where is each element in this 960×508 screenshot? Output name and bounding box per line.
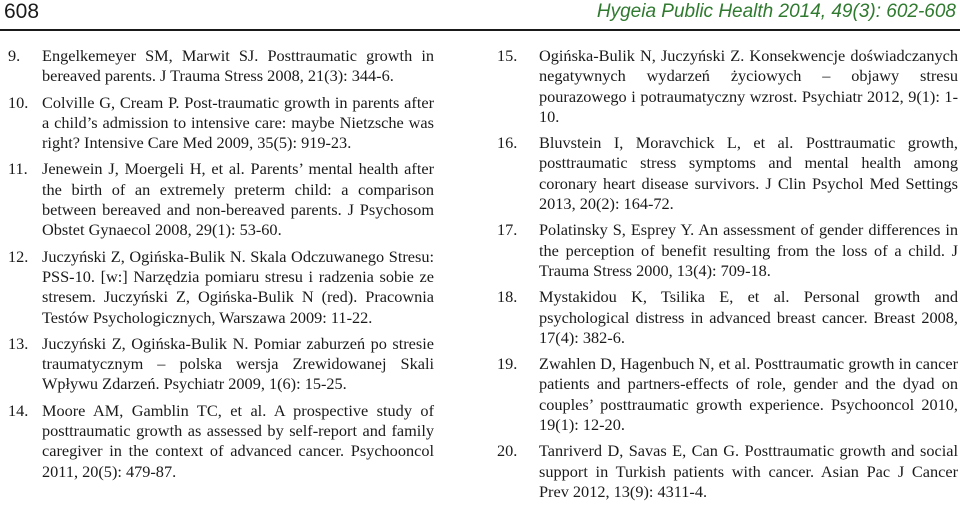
reference-text: Polatinsky S, Esprey Y. An assessment of gender differences in the perception of benefit resulting from the loss of a child. J Trauma Stress 2000, 13(4): 709-18. [539, 220, 958, 280]
reference-text: Juczyński Z, Ogińska-Bulik N. Pomiar zaburzeń po stresie traumatycznym – polska wersja Zrewidowanej Skali Wpływu Zdarzeń. Psychiatr 2009, 1(6): 15-25. [42, 333, 434, 394]
reference-number: 16. [497, 133, 518, 153]
reference-text: Ogińska-Bulik N, Juczyński Z. Konsekwencje doświadczanych negatywnych wydarzeń życiowych – objawy stresu pourazowego i potraumatyczny wzrost. Psychiatr 2012, 9(1): 1-10. [539, 46, 958, 126]
reference-number: 15. [497, 46, 518, 65]
reference-number: 10. [8, 92, 29, 112]
references-right-column [497, 46, 958, 508]
header-divider [0, 29, 960, 31]
references-left-column [0, 46, 434, 488]
reference-number: 20. [497, 441, 518, 461]
reference-item [0, 401, 434, 482]
page-number: 608 [4, 0, 40, 23]
reference-text: Moore AM, Gamblin TC, et al. A prospective study of posttraumatic growth as assessed by self-report and family caregiver in the context of advanced cancer. Psychooncol 2011, 20(5): 479-87. [42, 400, 434, 481]
reference-item [0, 334, 434, 395]
reference-text: Mystakidou K, Tsilika E, et al. Personal growth and psychological distress in advanced breast cancer. Breast 2008, 17(4): 382-6. [539, 287, 958, 347]
page-header [0, 0, 960, 28]
reference-number: 9. [8, 46, 21, 65]
reference-number: 19. [497, 354, 518, 374]
reference-text: Colville G, Cream P. Post-traumatic growth in parents after a child’s admission to intensive care: maybe Nietzsche was right? Intensive Care Med 2009, 35(5): 919-23. [42, 92, 434, 153]
reference-item [0, 247, 434, 328]
reference-number: 13. [8, 333, 29, 353]
reference-item [497, 441, 958, 502]
reference-number: 18. [497, 287, 518, 307]
reference-text: Tanriverd D, Savas E, Can G. Posttraumatic growth and social support in Turkish patients with cancer. Asian Pac J Cancer Prev 2012, 13(9): 4311-4. [539, 441, 958, 501]
reference-item [497, 46, 958, 127]
reference-number: 12. [8, 246, 29, 266]
reference-text: Zwahlen D, Hagenbuch N, et al. Posttraumatic growth in cancer patients and partners-effects of role, gender and the dyad on couples’ posttraumatic growth experience. Psychooncol 2010, 19(1): 12-20. [539, 354, 958, 435]
reference-text: Jenewein J, Moergeli H, et al. Parents’ mental health after the birth of an extremely preterm child: a comparison between bereaved and non-bereaved parents. J Psychosom Obstet Gynaecol 2008, 29(1): 53-60. [42, 159, 434, 240]
reference-item [0, 159, 434, 240]
reference-number: 14. [8, 400, 29, 420]
journal-citation: Hygeia Public Health 2014, 49(3): 602-608 [596, 1, 956, 22]
reference-item [497, 354, 958, 435]
reference-text: Juczyński Z, Ogińska-Bulik N. Skala Odczuwanego Stresu: PSS-10. [w:] Narzędzia pomiaru stresu i radzenia sobie ze stresem. Juczyński Z, Ogińska-Bulik N (red). Pracownia Testów Psychologicznych, Warszawa 2009: 11-22. [42, 246, 434, 327]
reference-number: 11. [8, 159, 28, 179]
reference-item [0, 93, 434, 154]
reference-text: Engelkemeyer SM, Marwit SJ. Posttraumatic growth in bereaved parents. J Trauma Stress 2008, 21(3): 344-6. [42, 46, 434, 86]
reference-item [497, 220, 958, 281]
reference-text: Bluvstein I, Moravchick L, et al. Posttraumatic growth, posttraumatic stress symptoms and mental health among coronary heart disease survivors. J Clin Psychol Med Settings 2013, 20(2): 164-72. [539, 133, 958, 214]
reference-item [497, 287, 958, 348]
reference-item [0, 46, 434, 87]
reference-number: 17. [497, 220, 518, 240]
reference-item [497, 133, 958, 214]
